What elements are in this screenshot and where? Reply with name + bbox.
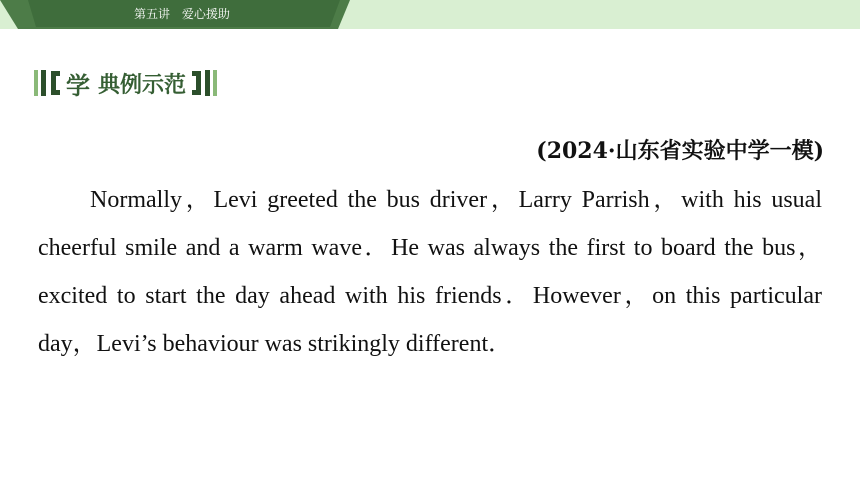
lecture-title: 第五讲 爱心援助 [134,7,230,21]
decor-bar [34,70,38,96]
right-bracket-icon [192,71,201,95]
passage-text: Normally，Levi greeted the bus driver，Larry Parrish，with his usual cheerful smile and a warm wave．He was always the first to board the bus，excited to start the day ahead with his friends．However，on this particular day，Levi’s behaviour was strikingly different． [38,187,822,357]
decor-bar [41,70,46,96]
section-header [34,68,220,98]
decor-bar [205,70,210,96]
decor-bar [213,70,217,96]
section-marker: 学 [66,71,90,100]
left-bracket-icon [51,71,60,95]
section-title: 典例示范 [98,72,187,98]
source-citation: (2024·山东省实验中学一模) [536,138,824,164]
top-banner [0,0,860,29]
